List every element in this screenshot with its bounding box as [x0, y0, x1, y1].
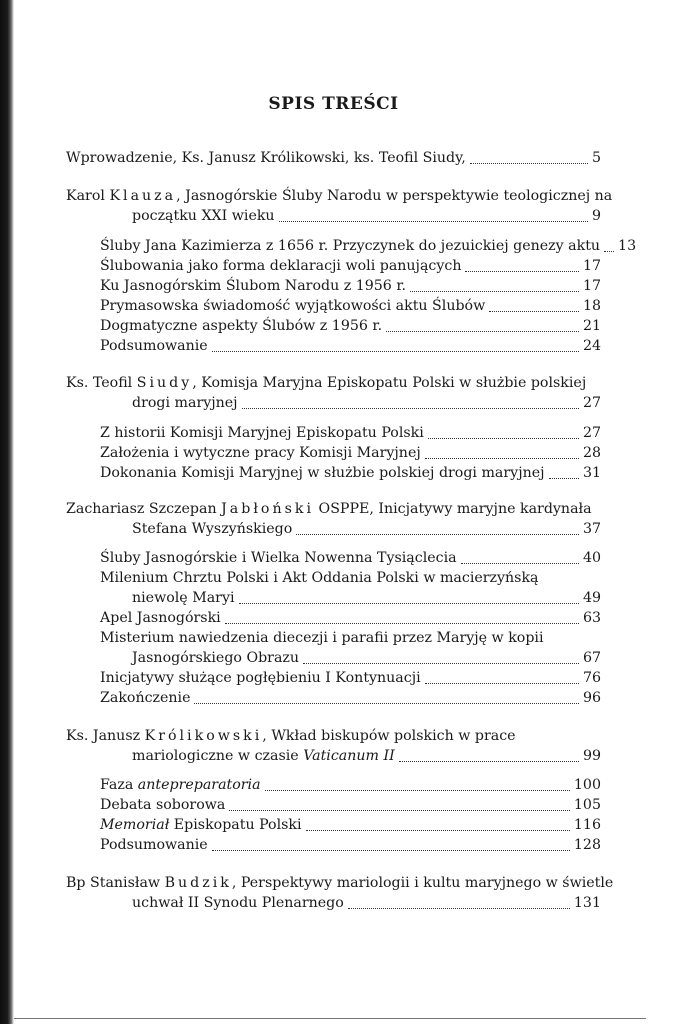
toc-page-number: 49 [582, 590, 601, 606]
toc-entry-text: Z historii Komisji Maryjnej Episkopatu Polski [100, 425, 424, 441]
toc-entry-text: niewolę Maryi [132, 590, 235, 606]
leader-dots [465, 270, 578, 272]
toc-page-number: 37 [582, 521, 601, 537]
entry-title: , Komisja Maryjna Episkopatu Polski w służbie polskiej [192, 375, 587, 391]
author-surname: Królikowski [144, 728, 263, 744]
entry-title-part: Faza [100, 777, 138, 793]
leader-dots [194, 702, 578, 704]
toc-page-number: 116 [573, 817, 601, 833]
toc-entry-text: Ślubowania jako forma deklaracji woli panujących [100, 258, 462, 274]
author-prefix: Ks. Teofil [66, 375, 137, 391]
entry-title-part: mariologiczne w czasie [132, 748, 304, 764]
page-title: SPIS TREŚCI [268, 94, 399, 114]
toc-entry-text: Śluby Jasnogórskie i Wielka Nowenna Tysiąclecia [100, 550, 457, 566]
leader-dots [348, 907, 570, 909]
toc-subentry[interactable] [100, 256, 601, 277]
toc-entry-text [100, 815, 302, 836]
toc-entry-text: Śluby Jana Kazimierza z 1656 r. Przyczynek do jezuickiej genezy aktu [100, 238, 601, 254]
toc-entry-text: Dogmatyczne aspekty Ślubów z 1956 r. [100, 318, 383, 334]
toc-subentry[interactable] [100, 316, 601, 337]
leader-dots [461, 562, 579, 564]
toc-entry-jablonski-line1[interactable] [66, 499, 592, 520]
toc-subentry[interactable] [100, 688, 601, 709]
leader-dots [279, 220, 588, 222]
toc-subentry[interactable] [100, 296, 601, 317]
leader-dots [470, 162, 588, 164]
leader-dots [425, 682, 579, 684]
leader-dots [239, 602, 579, 604]
toc-entry-text [100, 775, 261, 796]
toc-subentry[interactable] [100, 835, 601, 856]
toc-page-number: 105 [573, 797, 601, 813]
author-surname: Jabłoński [221, 501, 315, 517]
author-surname: Budzik [164, 875, 232, 891]
toc-page-number: 24 [582, 338, 601, 354]
toc-page-number: 13 [618, 238, 637, 254]
toc-page-number: 96 [582, 690, 601, 706]
toc-page-number: 17 [582, 278, 601, 294]
leader-dots [229, 809, 570, 811]
toc-entry-siudy-line1[interactable] [66, 373, 586, 394]
toc-page-number: 63 [582, 610, 601, 626]
toc-entry-text: Podsumowanie [100, 837, 208, 853]
entry-title-part: Episkopatu Polski [169, 817, 302, 833]
toc-page-number: 67 [582, 650, 601, 666]
toc-subentry[interactable] [100, 815, 601, 836]
leader-dots [489, 310, 579, 312]
author-prefix: Bp Stanisław [66, 875, 165, 891]
toc-subentry[interactable] [100, 463, 601, 484]
leader-dots [410, 290, 579, 292]
toc-entry-text: Prymasowska świadomość wyjątkowości aktu Ślubów [100, 298, 486, 314]
toc-entry-text: Ku Jasnogórskim Ślubom Narodu z 1956 r. [100, 278, 407, 294]
leader-dots [549, 477, 579, 479]
entry-title: , Jasnogórskie Śluby Narodu w perspektywie teologicznej na [176, 188, 613, 204]
toc-subentry[interactable] [100, 423, 601, 444]
entry-title-italic: antepreparatoria [137, 777, 261, 793]
leader-dots [303, 662, 579, 664]
scan-binding-edge [0, 0, 14, 1024]
toc-entry-krolikowski-line1[interactable] [66, 726, 516, 747]
entry-title: OSPPE, Inicjatywy maryjne kardynała [314, 501, 592, 517]
leader-dots [386, 330, 579, 332]
toc-entry-introduction[interactable] [66, 148, 601, 169]
toc-subentry[interactable] [100, 775, 601, 796]
toc-page-number: 18 [582, 298, 601, 314]
toc-page-number: 99 [582, 748, 601, 764]
toc-entry-text: Jasnogórskiego Obrazu [132, 650, 300, 666]
toc-entry-text: Debata soborowa [100, 797, 226, 813]
toc-entry-budzik-line1[interactable] [66, 873, 613, 894]
toc-entry-text: Założenia i wytyczne pracy Komisji Maryjnej [100, 445, 421, 461]
toc-entry-klauza-line1[interactable] [66, 186, 612, 207]
toc-page-number: 17 [582, 258, 601, 274]
toc-entry-budzik-line2[interactable] [132, 893, 601, 914]
toc-entry-text [132, 746, 395, 767]
toc-entry-text: Inicjatywy służące pogłębieniu I Kontynuacji [100, 670, 421, 686]
toc-subentry[interactable] [100, 443, 601, 464]
toc-page-number: 5 [591, 150, 601, 166]
toc-entry-text: Milenium Chrztu Polski i Akt Oddania Polski w macierzyńską [100, 570, 539, 586]
toc-page-number: 31 [582, 465, 601, 481]
toc-page-number: 128 [573, 837, 601, 853]
leader-dots [306, 829, 570, 831]
toc-page-number: 27 [582, 425, 601, 441]
toc-page-number: 100 [573, 777, 601, 793]
leader-dots [242, 407, 579, 409]
author-prefix: Ks. Janusz [66, 728, 145, 744]
toc-subentry[interactable] [100, 668, 601, 689]
toc-entry-text: Zakończenie [100, 690, 191, 706]
toc-page-number: 40 [582, 550, 601, 566]
toc-entry-siudy-line2[interactable] [132, 393, 601, 414]
toc-subentry[interactable] [100, 336, 601, 357]
author-surname: Klauza [109, 188, 177, 204]
toc-entry-text: Dokonania Komisji Maryjnej w służbie polskiej drogi maryjnej [100, 465, 545, 481]
toc-entry-text: Stefana Wyszyńskiego [132, 521, 293, 537]
leader-dots [399, 760, 579, 762]
entry-title: , Perspektywy mariologii i kultu maryjnego w świetle [231, 875, 614, 891]
toc-subentry[interactable] [100, 795, 601, 816]
entry-title: , Wkład biskupów polskich w prace [262, 728, 516, 744]
toc-subentry-line1[interactable] [100, 628, 544, 649]
toc-entry-text: drogi maryjnej [132, 395, 238, 411]
toc-subentry[interactable] [100, 548, 601, 569]
author-surname: Siudy [136, 375, 193, 391]
toc-entry-text: uchwał II Synodu Plenarnego [132, 895, 344, 911]
toc-entry-text: Wprowadzenie, Ks. Janusz Królikowski, ks. Teofil Siudy, [66, 150, 466, 166]
leader-dots [212, 849, 570, 851]
leader-dots [428, 437, 579, 439]
toc-subentry[interactable] [100, 608, 601, 629]
toc-subentry[interactable] [100, 276, 601, 297]
leader-dots [296, 533, 579, 535]
toc-entry-text: Apel Jasnogórski [100, 610, 221, 626]
toc-entry-text: początku XXI wieku [132, 208, 275, 224]
toc-page-number: 21 [582, 318, 601, 334]
toc-entry-text: Podsumowanie [100, 338, 208, 354]
page-bottom-edge [14, 1018, 646, 1019]
toc-page-number: 131 [573, 895, 601, 911]
toc-page-number: 9 [591, 208, 601, 224]
toc-page-number: 76 [582, 670, 601, 686]
toc-page-number: 28 [582, 445, 601, 461]
author-prefix: Zachariasz Szczepan [66, 501, 222, 517]
toc-entry-text: Misterium nawiedzenia diecezji i parafii przez Maryję w kopii [100, 630, 544, 646]
entry-title-italic: Vaticanum II [303, 748, 395, 764]
leader-dots [425, 457, 579, 459]
toc-subentry-line2[interactable] [132, 648, 601, 669]
leader-dots [212, 350, 579, 352]
toc-entry-jablonski-line2[interactable] [132, 519, 601, 540]
toc-entry-krolikowski-line2[interactable] [132, 746, 601, 767]
leader-dots [265, 789, 570, 791]
toc-subentry[interactable] [100, 236, 637, 257]
toc-entry-klauza-line2[interactable] [132, 206, 601, 227]
leader-dots [604, 250, 614, 252]
toc-subentry-line2[interactable] [132, 588, 601, 609]
entry-title-italic: Memoriał [100, 817, 170, 833]
leader-dots [225, 622, 579, 624]
toc-page-number: 27 [582, 395, 601, 411]
author-prefix: Karol [66, 188, 110, 204]
toc-subentry-line1[interactable] [100, 568, 539, 589]
